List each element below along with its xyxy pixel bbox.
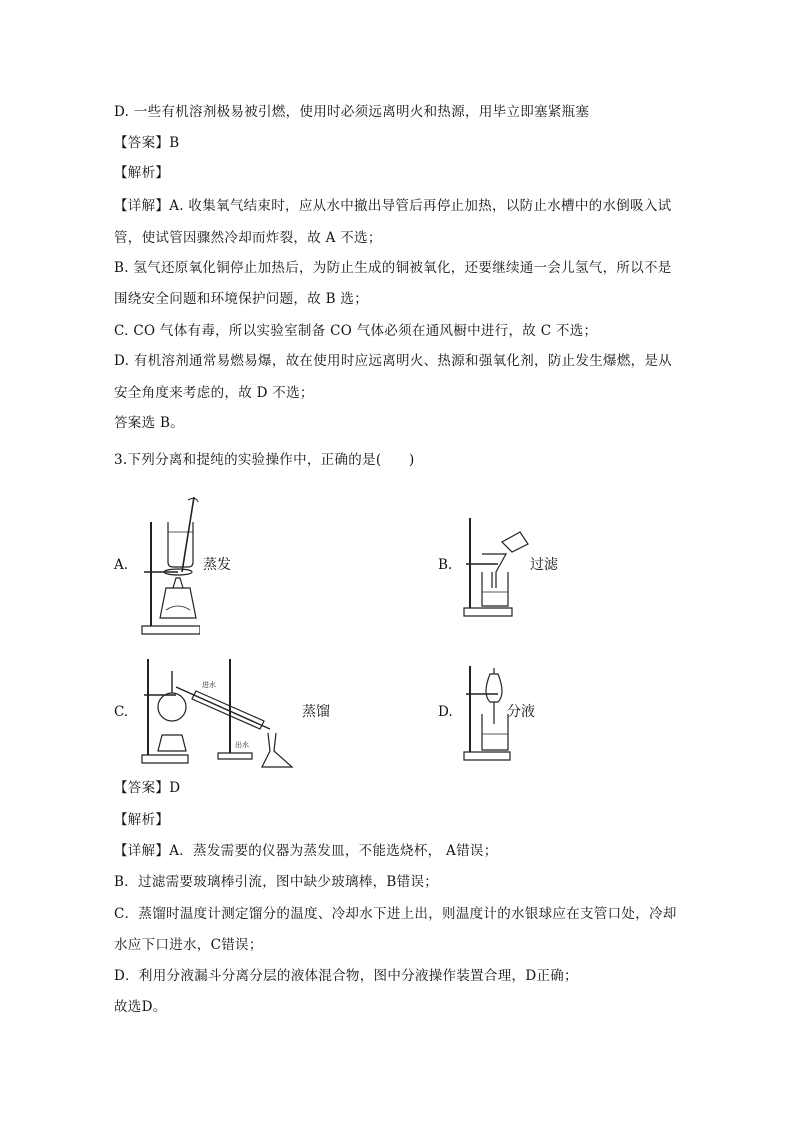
detail-line: C. CO 气体有毒，所以实验室制备 CO 气体必须在通风橱中进行，故 C 不选； xyxy=(114,323,598,339)
detail-line: 围绕安全问题和环境保护问题，故 B 选； xyxy=(114,291,369,307)
answer-label: 【答案】B xyxy=(114,135,180,151)
option-a-letter: A. xyxy=(114,557,129,573)
answer-conclusion: 答案选 B。 xyxy=(114,415,185,431)
water-out-label: 出水 xyxy=(235,741,249,749)
detail-line: 【详解】A．蒸发需要的仪器为蒸发皿，不能选烧杯， A错误； xyxy=(114,843,498,859)
detail-line: D. 有机溶剂通常易燃易爆，故在使用时应远离明火、热源和强氧化剂，防止发生爆燃，是从 xyxy=(114,353,673,369)
evaporation-apparatus-figure xyxy=(138,492,200,638)
water-in-label: 进水 xyxy=(202,681,216,689)
detail-line: C．蒸馏时温度计测定馏分的温度、冷却水下进上出，则温度计的水银球应在支管口处，冷却 xyxy=(114,906,677,922)
answer-conclusion-q3: 故选D。 xyxy=(114,999,167,1015)
detail-line: B．过滤需要玻璃棒引流，图中缺少玻璃棒，B错误； xyxy=(114,874,439,890)
detail-line: 安全角度来考虑的，故 D 不选； xyxy=(114,385,314,401)
option-c-letter: C. xyxy=(114,704,129,720)
option-c-label: 蒸馏 xyxy=(302,704,330,720)
option-b-letter: B. xyxy=(438,557,453,573)
detail-line: 【详解】A. 收集氧气结束时，应从水中撤出导管后再停止加热，以防止水槽中的水倒吸入试 xyxy=(114,198,672,214)
answer-label-q3: 【答案】D xyxy=(114,780,181,796)
option-d-letter: D. xyxy=(438,704,453,720)
distillation-apparatus-figure xyxy=(140,655,300,770)
analysis-label-q3: 【解析】 xyxy=(114,812,170,828)
option-a-label: 蒸发 xyxy=(203,557,231,573)
option-d-label: 分液 xyxy=(507,704,535,720)
option-d-text: D. 一些有机溶剂极易被引燃，使用时必须远离明火和热源，用毕立即塞紧瓶塞 xyxy=(114,104,590,120)
detail-line: D．利用分液漏斗分离分层的液体混合物，图中分液操作装置合理，D正确； xyxy=(114,968,578,984)
option-b-label: 过滤 xyxy=(530,557,558,573)
filtration-apparatus-figure xyxy=(462,514,532,618)
detail-line: 水应下口进水，C错误； xyxy=(114,937,263,953)
analysis-label: 【解析】 xyxy=(114,165,170,181)
question-3-title: 3.下列分离和提纯的实验操作中，正确的是( ) xyxy=(114,452,415,468)
detail-line: 管，使试管因骤然冷却而炸裂，故 A 不选； xyxy=(114,230,382,246)
separatory-funnel-apparatus-figure xyxy=(462,664,522,764)
detail-line: B. 氢气还原氧化铜停止加热后，为防止生成的铜被氧化，还要继续通一会儿氢气，所以不是 xyxy=(114,260,672,276)
